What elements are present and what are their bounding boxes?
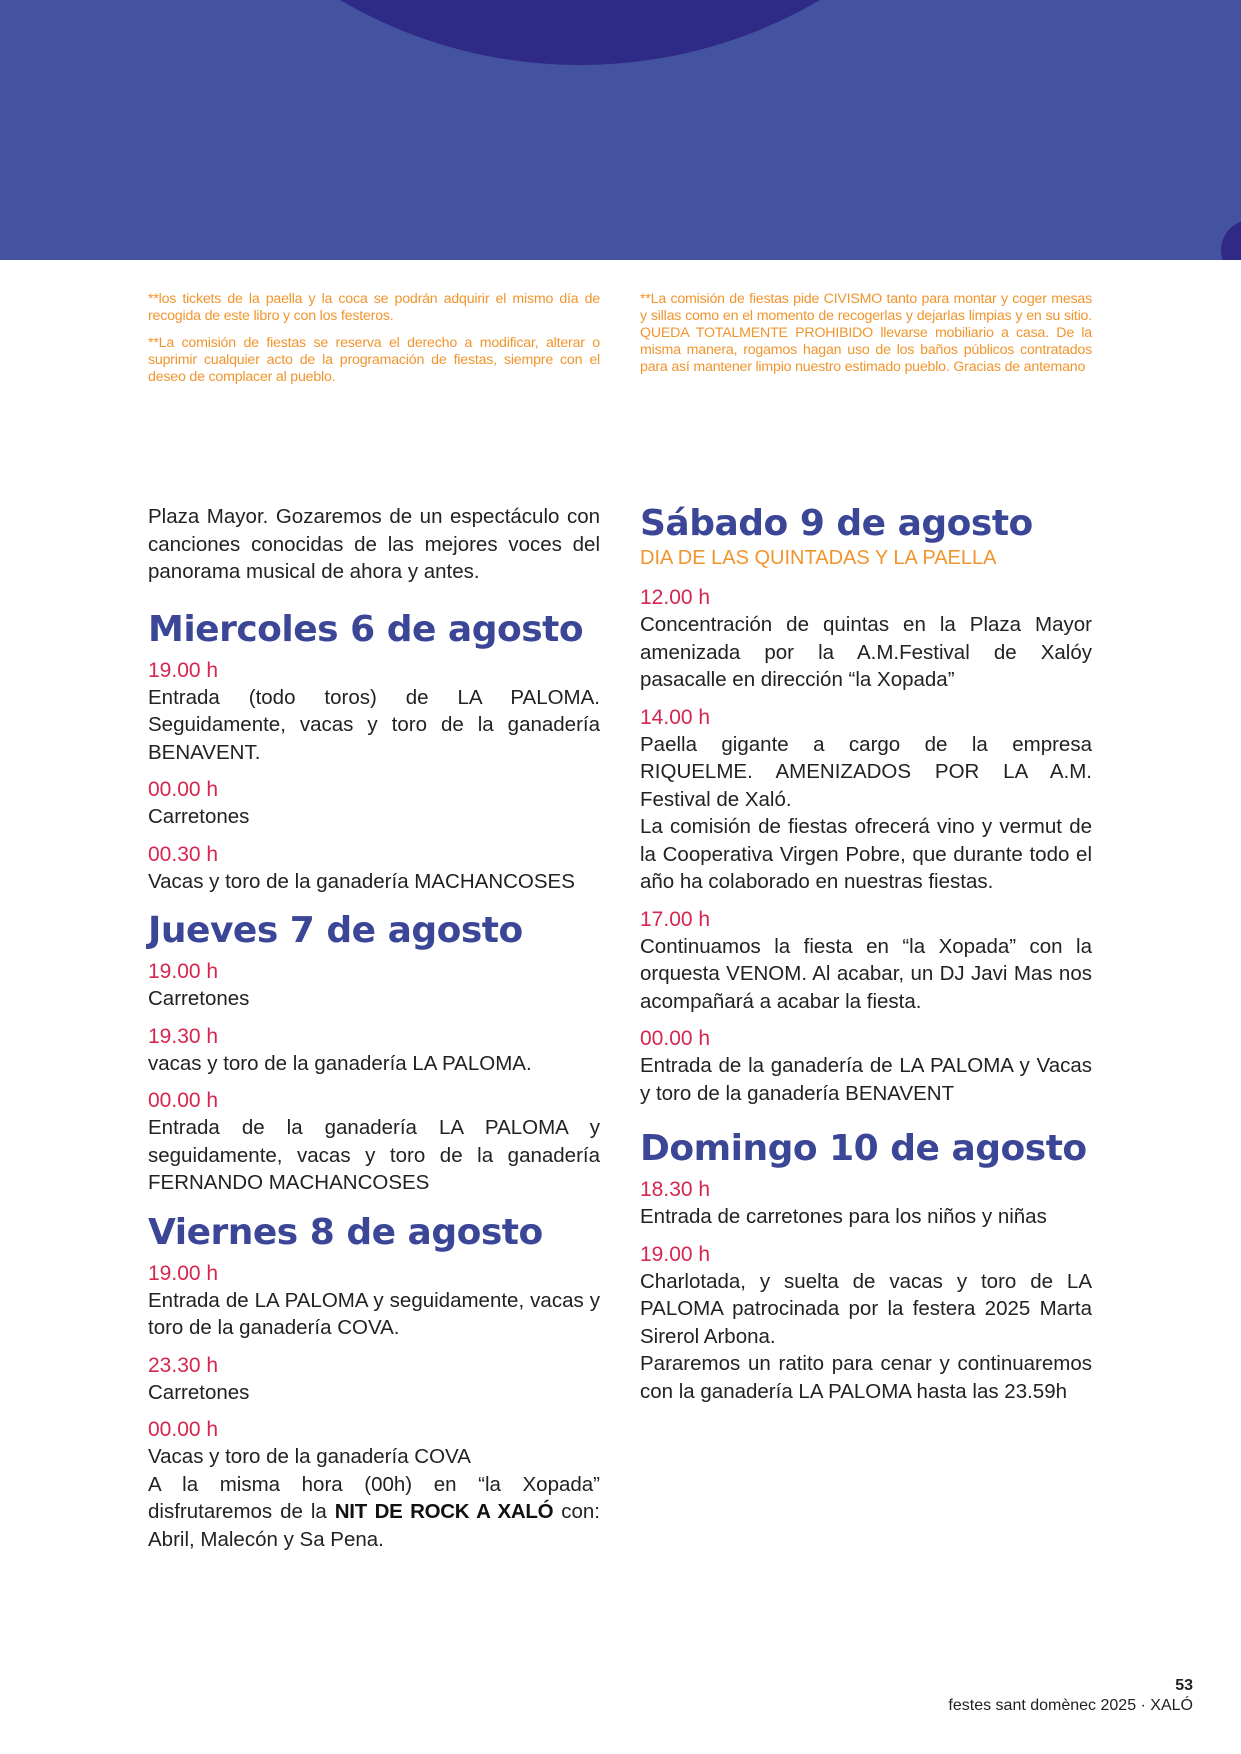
- event-time: 14.00 h: [640, 705, 711, 729]
- notes-left: [148, 291, 600, 396]
- event-time: 19.00 h: [148, 960, 219, 983]
- program-column-left: [148, 503, 600, 1564]
- event-time: 19.30 h: [148, 1024, 219, 1048]
- event-time: 19.00 h: [640, 1242, 711, 1266]
- event-text: Carretones: [148, 987, 250, 1010]
- event-time: 00.00 h: [148, 1418, 219, 1441]
- day-title-sabado: Sábado 9 de agosto: [640, 503, 1033, 544]
- event-time: 12.00 h: [640, 586, 711, 609]
- event-text: Charlotada, y suelta de vacas y toro de LA PALOMA patrocinada por la festera 2025 Marta Sirerol Arbona.: [640, 1269, 1092, 1348]
- rock-night-intro: A la misma hora (00h) en “la Xopada” disfrutaremos de la: [148, 1472, 600, 1523]
- event-text: Entrada (todo toros) de LA PALOMA. Seguidamente, vacas y toro de la ganadería BENAVENT.: [148, 685, 600, 764]
- note-civismo: **La comisión de fiestas pide CIVISMO tanto para montar y coger mesas y sillas como en el momento de recogerlas y dejarlas limpias y en su sitio. QUEDA TOTALMENTE PROHIBIDO llevarse mobiliario a casa. De la misma manera, rogamos hagan uso de los baños públicos contratados para así mantener limpio nuestro estimado pueblo. Gracias de antemano: [640, 291, 1092, 375]
- day-block-sabado: [640, 585, 1092, 1107]
- event-text: vacas y toro de la ganadería LA PALOMA.: [148, 1051, 532, 1075]
- day-block-viernes: [148, 1261, 600, 1554]
- event-time: 17.00 h: [640, 907, 711, 931]
- rock-night-text: [148, 1471, 600, 1554]
- event-text-extra: Pararemos un ratito para cenar y continuaremos con la ganadería LA PALOMA hasta las 23.59h: [640, 1352, 1092, 1403]
- event-text: Concentración de quintas en la Plaza Mayor amenizada por la A.M.Festival de Xalóy pasacalle en dirección “la Xopada”: [640, 613, 1092, 691]
- day-block-miercoles: [148, 658, 600, 896]
- event-text: Carretones: [148, 1380, 250, 1404]
- event-text: Carretones: [148, 805, 250, 828]
- day-subtitle-sabado: DIA DE LAS QUINTADAS Y LA PAELLA: [640, 547, 997, 569]
- event-time: 19.00 h: [148, 658, 219, 682]
- event-text: Paella gigante a cargo de la empresa RIQUELME. AMENIZADOS POR LA A.M. Festival de Xaló.: [640, 732, 1092, 811]
- notes-right: [640, 291, 1092, 386]
- intro-text: Plaza Mayor. Gozaremos de un espectáculo con canciones conocidas de las mejores voces del panorama musical de ahora y antes.: [148, 505, 600, 583]
- rock-night-bands: con: Abril, Malecón y Sa Pena.: [148, 1500, 600, 1551]
- note-tickets: **los tickets de la paella y la coca se podrán adquirir el mismo día de recogida de este libro y con los festeros.: [148, 291, 600, 324]
- event-text: Continuamos la fiesta en “la Xopada” con la orquesta VENOM. Al acabar, un DJ Javi Mas nos acompañará a acabar la fiesta.: [640, 934, 1092, 1013]
- day-title-viernes: Viernes 8 de agosto: [148, 1211, 543, 1253]
- header-banner: [0, 0, 1241, 260]
- event-time: 19.00 h: [148, 1261, 219, 1285]
- day-title-domingo: Domingo 10 de agosto: [640, 1128, 1087, 1169]
- event-time: 23.30 h: [148, 1353, 219, 1377]
- footer-caption: festes sant domènec 2025 · XALÓ: [948, 1697, 1193, 1714]
- rock-night-title: NIT DE ROCK A XALÓ: [334, 1500, 554, 1523]
- event-text: Vacas y toro de la ganadería COVA: [148, 1445, 471, 1468]
- event-time: 18.30 h: [640, 1178, 711, 1201]
- event-text-extra: La comisión de fiestas ofrecerá vino y vermut de la Cooperativa Virgen Pobre, que durante todo el año ha colaborado en nuestras fiestas.: [640, 815, 1092, 893]
- event-time: 00.00 h: [148, 778, 219, 801]
- event-time: 00.00 h: [640, 1027, 711, 1050]
- event-text: Entrada de la ganadería de LA PALOMA y Vacas y toro de la ganadería BENAVENT: [640, 1054, 1092, 1105]
- note-reserve-right: **La comisión de fiestas se reserva el derecho a modificar, alterar o suprimir cualquier acto de la programación de fiestas, siempre con el deseo de complacer al pueblo.: [148, 335, 600, 385]
- program-column-right: [640, 502, 1092, 1416]
- event-text: Vacas y toro de la ganadería MACHANCOSES: [148, 869, 575, 893]
- event-time: 00.30 h: [148, 842, 219, 866]
- event-text: Entrada de LA PALOMA y seguidamente, vacas y toro de la ganadería COVA.: [148, 1288, 600, 1339]
- banner-arc: [120, 0, 1040, 65]
- day-block-jueves: [148, 959, 600, 1197]
- event-text: Entrada de la ganadería LA PALOMA y seguidamente, vacas y toro de la ganadería FERNANDO MACHANCOSES: [148, 1116, 600, 1194]
- day-title-jueves: Jueves 7 de agosto: [148, 910, 523, 951]
- day-block-domingo: [640, 1177, 1092, 1405]
- day-title-miercoles: Miercoles 6 de agosto: [148, 608, 584, 650]
- event-text: Entrada de carretones para los niños y niñas: [640, 1205, 1047, 1228]
- event-time: 00.00 h: [148, 1089, 219, 1112]
- page-number: 53: [1175, 1677, 1193, 1694]
- page-footer: [948, 1676, 1193, 1716]
- banner-corner-shape: [1221, 220, 1241, 260]
